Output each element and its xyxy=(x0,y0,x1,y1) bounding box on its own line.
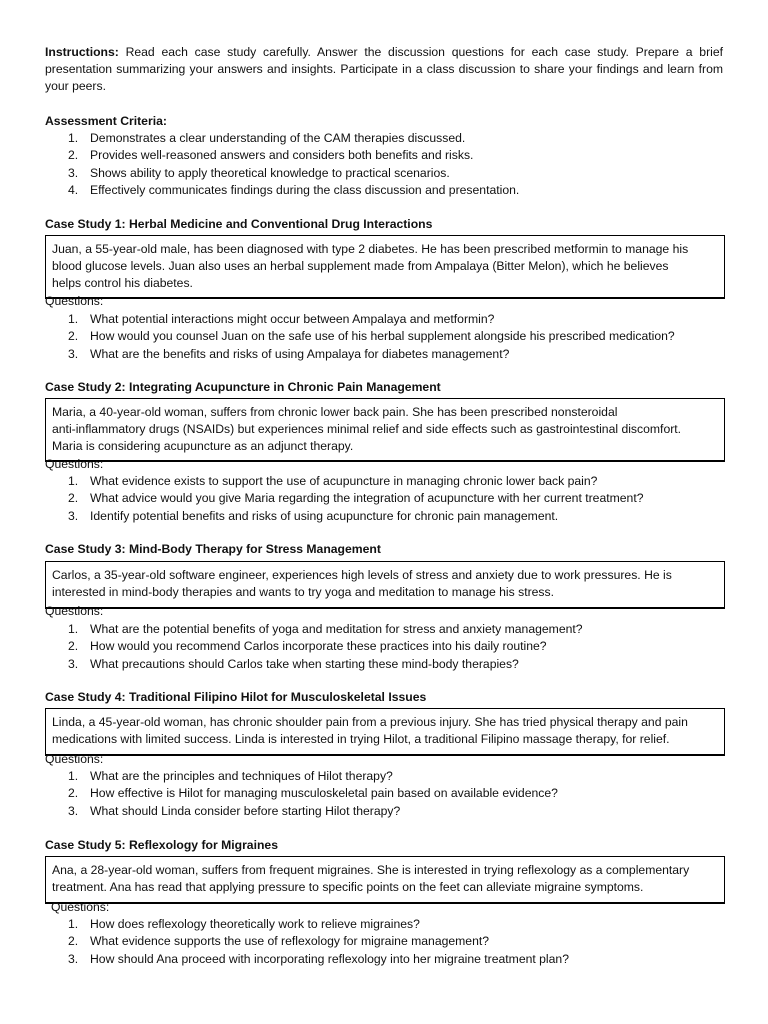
question-number: 3. xyxy=(68,803,79,818)
case-study-1-title: Case Study 1: Herbal Medicine and Conventional Drug Interactions xyxy=(45,217,433,231)
question-item xyxy=(68,951,569,968)
question-number: 1. xyxy=(68,917,79,931)
criteria-item-text: Effectively communicates findings during the class discussion and presentation. xyxy=(90,182,520,197)
question-item xyxy=(68,621,583,638)
criteria-item xyxy=(68,165,519,182)
question-item xyxy=(68,473,643,490)
question-text: How would you recommend Carlos incorporate these practices into his daily routine? xyxy=(90,639,547,654)
question-text: What are the potential benefits of yoga and meditation for stress and anxiety management? xyxy=(90,622,583,636)
case-study-2-questions xyxy=(68,473,643,525)
case-study-4-questions xyxy=(68,768,558,820)
scenario-line: Maria, a 40-year-old woman, suffers from chronic lower back pain. She has been prescribed nonsteroidal xyxy=(52,405,618,419)
question-number: 2. xyxy=(68,491,79,506)
scenario-line: Linda, a 45-year-old woman, has chronic shoulder pain from a previous injury. She has tried physical therapy and pain xyxy=(52,715,688,729)
question-item xyxy=(68,638,583,655)
case-study-1-questions xyxy=(68,311,675,363)
question-text: What precautions should Carlos take when starting these mind-body therapies? xyxy=(90,656,519,671)
case-study-1-scenario-box xyxy=(45,235,725,299)
case-study-2-questions-label: Questions: xyxy=(45,457,104,471)
question-text: How would you counsel Juan on the safe use of his herbal supplement alongside his prescribed medication? xyxy=(90,329,675,344)
scenario-line: Ana, a 28-year-old woman, suffers from frequent migraines. She is interested in trying reflexology as a complementary xyxy=(52,863,690,877)
question-text: What are the principles and techniques of Hilot therapy? xyxy=(90,769,393,783)
criteria-item xyxy=(68,147,519,164)
scenario-line: anti-inflammatory drugs (NSAIDs) but experiences minimal relief and side effects such as gastrointestinal discomfort. xyxy=(52,421,682,436)
question-item xyxy=(68,490,643,507)
question-number: 1. xyxy=(68,474,79,488)
question-text: How should Ana proceed with incorporating reflexology into her migraine treatment plan? xyxy=(90,951,569,966)
criteria-item-number: 3. xyxy=(68,165,79,180)
scenario-line: helps control his diabetes. xyxy=(52,275,193,290)
case-study-2-scenario-box xyxy=(45,398,725,462)
case-study-3-questions xyxy=(68,621,583,673)
question-number: 2. xyxy=(68,329,79,344)
question-text: What advice would you give Maria regarding the integration of acupuncture with her current treatment? xyxy=(90,491,644,506)
assessment-criteria-title: Assessment Criteria: xyxy=(45,114,167,128)
case-study-2-title: Case Study 2: Integrating Acupuncture in Chronic Pain Management xyxy=(45,380,441,394)
criteria-item xyxy=(68,130,519,147)
criteria-item-text: Shows ability to apply theoretical knowledge to practical scenarios. xyxy=(90,165,450,180)
question-item xyxy=(68,916,569,933)
question-text: What evidence exists to support the use of acupuncture in managing chronic lower back pain? xyxy=(90,474,598,488)
scenario-line: Carlos, a 35-year-old software engineer, experiences high levels of stress and anxiety due to work pressures. He is xyxy=(52,568,672,582)
question-item xyxy=(68,311,675,328)
scenario-line: treatment. Ana has read that applying pressure to specific points on the feet can alleviate migraine symptoms. xyxy=(52,879,644,894)
case-study-5-scenario-box xyxy=(45,856,725,904)
case-study-5-questions xyxy=(68,916,569,968)
instructions-paragraph xyxy=(45,44,723,94)
question-number: 1. xyxy=(68,312,79,326)
scenario-line: blood glucose levels. Juan also uses an herbal supplement made from Ampalaya (Bitter Melon), which he believes xyxy=(52,258,669,273)
criteria-item-text: Provides well-reasoned answers and considers both benefits and risks. xyxy=(90,148,474,163)
scenario-line: Juan, a 55-year-old male, has been diagnosed with type 2 diabetes. He has been prescribed metformin to manage his xyxy=(52,242,689,256)
scenario-line: medications with limited success. Linda is interested in trying Hilot, a traditional Filipino massage therapy, for relief. xyxy=(52,731,670,746)
instructions-text: Read each case study carefully. Answer the discussion questions for each case study. Prepare a brief presentation summarizing your answers and insights. Participate in a class discussion to share your findings and learn from your peers. xyxy=(45,45,723,93)
instructions-label: Instructions: xyxy=(45,45,119,59)
case-study-1-questions-label: Questions: xyxy=(45,294,104,308)
case-study-4-scenario-box xyxy=(45,708,725,756)
criteria-item-text: Demonstrates a clear understanding of the CAM therapies discussed. xyxy=(90,131,466,145)
question-number: 2. xyxy=(68,786,79,801)
case-study-3-title: Case Study 3: Mind-Body Therapy for Stress Management xyxy=(45,542,381,556)
case-study-4-questions-label: Questions: xyxy=(45,752,104,766)
case-study-3-scenario-box xyxy=(45,561,725,609)
question-item xyxy=(68,803,558,820)
question-number: 2. xyxy=(68,639,79,654)
question-number: 1. xyxy=(68,769,79,783)
criteria-item-number: 4. xyxy=(68,182,79,197)
question-text: What evidence supports the use of reflexology for migraine management? xyxy=(90,934,490,949)
question-text: What should Linda consider before starting Hilot therapy? xyxy=(90,803,401,818)
case-study-3-questions-label: Questions: xyxy=(45,604,104,618)
question-number: 1. xyxy=(68,622,79,636)
question-item xyxy=(68,785,558,802)
question-text: How does reflexology theoretically work to relieve migraines? xyxy=(90,917,420,931)
case-study-4-title: Case Study 4: Traditional Filipino Hilot for Musculoskeletal Issues xyxy=(45,690,427,704)
case-study-5-title: Case Study 5: Reflexology for Migraines xyxy=(45,838,278,852)
question-item xyxy=(68,328,675,345)
case-study-5-questions-label: Questions: xyxy=(51,900,110,914)
criteria-item-number: 1. xyxy=(68,131,79,145)
question-number: 2. xyxy=(68,934,79,949)
question-number: 3. xyxy=(68,346,79,361)
question-item xyxy=(68,508,643,525)
question-item xyxy=(68,768,558,785)
question-text: What potential interactions might occur between Ampalaya and metformin? xyxy=(90,312,495,326)
criteria-item xyxy=(68,182,519,199)
question-item xyxy=(68,933,569,950)
question-number: 3. xyxy=(68,951,79,966)
question-item xyxy=(68,346,675,363)
question-number: 3. xyxy=(68,508,79,523)
criteria-item-number: 2. xyxy=(68,148,79,163)
scenario-line: Maria is considering acupuncture as an adjunct therapy. xyxy=(52,438,354,453)
question-number: 3. xyxy=(68,656,79,671)
question-item xyxy=(68,656,583,673)
scenario-line: interested in mind-body therapies and wants to try yoga and meditation to manage his stress. xyxy=(52,584,554,599)
question-text: What are the benefits and risks of using Ampalaya for diabetes management? xyxy=(90,346,510,361)
question-text: Identify potential benefits and risks of using acupuncture for chronic pain management. xyxy=(90,508,559,523)
question-text: How effective is Hilot for managing musculoskeletal pain based on available evidence? xyxy=(90,786,558,801)
assessment-criteria-list xyxy=(68,130,519,199)
